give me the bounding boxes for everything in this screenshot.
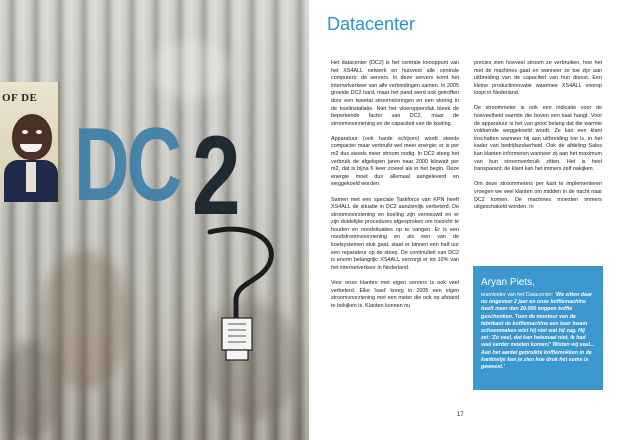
paragraph: De stroommeter is ook een indicatie voor de hoeveelheid warmte die boven een kast hangt. Voor de apparatuur is het van groot belang dat die warmte voldoende weggekoeld wordt. Ze kan een klant inschatten wanneer hij aan uitbreiding toe is, in het kader van bedrijfszekerheid. Ook de afdeling Sales kan klanten informeren wanneer zij aan het maximum van hun stroomverbruik zitten. Het is heel transparant; de klant kan het immers zelf nakijken.	[474, 105, 602, 173]
quote-box	[473, 266, 603, 390]
article-page	[309, 0, 618, 440]
network-plug-icon	[222, 318, 252, 360]
dc-graphic-text: DC	[74, 107, 180, 223]
page-title: Datacenter	[327, 14, 416, 34]
paragraph: Voor onze klanten met eigen servers is ook veel verbeterd. Elke 'kast' kreeg in 2005 een eigen stroomvoorziening met een meter die ook op afstand te bekijken is. Klanten kunnen nu	[331, 279, 459, 309]
paragraph: Om deze stroommeters per kast te implementeren vroegen we veel klanten om midden in de nacht naar DC2 komen. De machines moesten immers uitgeschakeld worden. In	[474, 181, 602, 211]
quote-body: 'We zitten daar nu ongeveer 2 jaar en onze koffiemachine heeft meer dan 20.000 koppen koffie geschonken. Toen de monteur van de fabrikant de koffiemachine een keer kwam schoonmaken wist hij niet wat hij zag. Hij zei: 'Zo veel, dat kan helemaal niet, ik had veel eerder moeten komen!' Wisten wij veel... Aan het aantal gebruikte koffiemokken in de kantinetje kan je zien hoe druk het soms is geweest.'	[481, 292, 595, 371]
two-graphic-text: 2	[192, 113, 241, 238]
paragraph: Apparatuur (ook harde schijven) wordt steeds compacter maar verbruikt wel meer energie; er is per m2 dus steeds meer stroom nodig. In DC2 steeg het verbruik de afgelopen jaren naar 2000 kilowatt per m2, dat is bijna 6 keer zoveel als in het begin. Deze energie moet dus allemaal aangeleverd en weggekoeld worden.	[331, 135, 459, 188]
page-number: 17	[457, 412, 464, 418]
paragraph: Het datacenter (DC2) is het centrale knooppunt van het XS4ALL netwerk en huisvest alle centrale computers: de servers. In deze servers komt het internetverkeer van alle verbindingen samen. In 2005 groeide DC2 hard, maar het pand werd ook getroffen door een tweetal stroomstoringen en een storing in de koelinstallatie. Niet het vloeroppervlak bleek de beperkende factor van DC2, maar de stroomvoorziening en de capaciteit van de koeling.	[331, 60, 459, 127]
quote-author-role: teamleider van het Datacenter:	[481, 292, 554, 298]
paragraph: Samen met een speciale Taskforce van KPN heeft XS4ALL de situatie in DC2 aanzienlijk verbeterd. De stroomvoorziening en koeling zijn vernieuwd en er zijn duidelijke procedures afgesproken om toezicht te houden en noodsituaties op te vangen. Er is een noodstroomvoorziening en als een van de koelsystemen stuk gaat, staat er binnen een half uur een reparateur op de stoep. De continuïteit van DC2 is enorm belangrijk: XS4ALL verzorgt er tot 10% van het internetverkeer in Nederland.	[331, 196, 459, 271]
quote-text	[481, 292, 595, 371]
text-column-right	[474, 60, 602, 219]
poster-text: OF DE	[2, 92, 38, 104]
paragraph: precies zien hoeveel stroom ze verbruiken, hoe het met de machines gaat en wanneer ze toe zijn aan uitbreiding van de capaciteit van hun dienst. Een kleine productinnovatie waarmee XS4ALL voorop loopt in Nederland.	[474, 60, 602, 97]
quote-author: Aryan Piets,	[481, 277, 535, 288]
text-column-left	[331, 60, 459, 318]
